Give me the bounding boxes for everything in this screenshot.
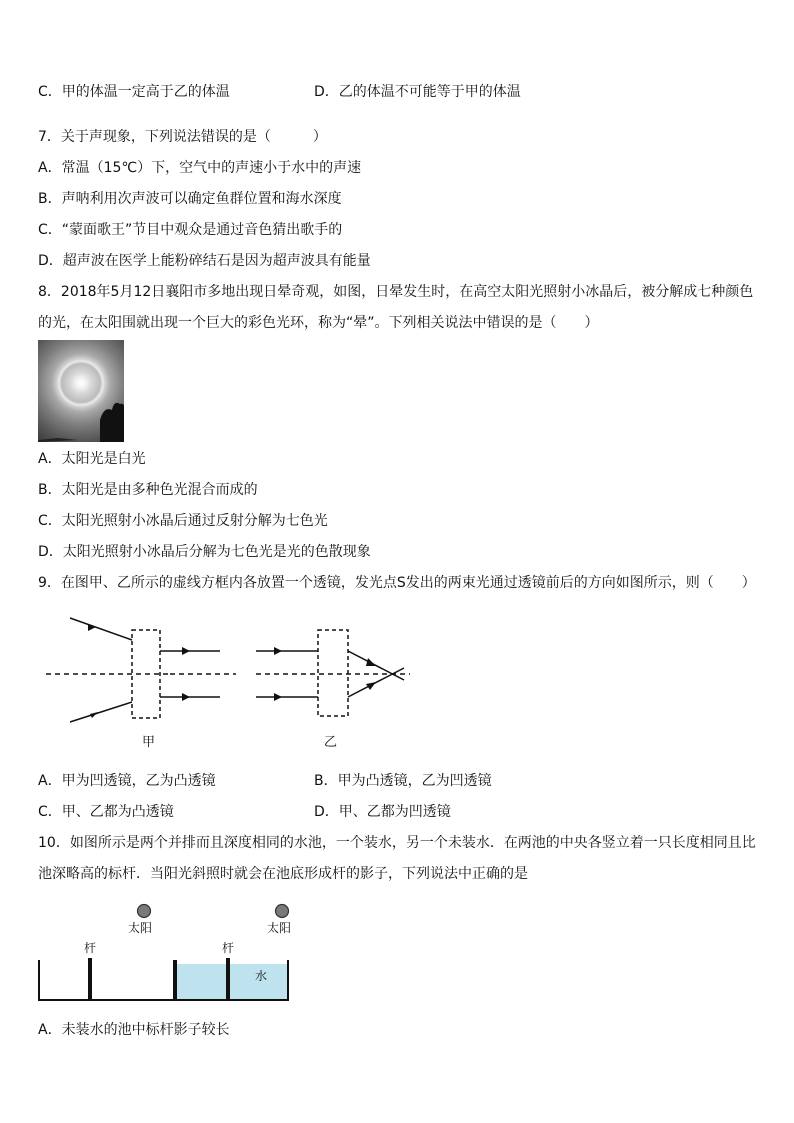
q7-option-b: B．声呐利用次声波可以确定鱼群位置和海水深度	[38, 191, 342, 207]
q6-option-d: D．乙的体温不可能等于甲的体温	[314, 84, 521, 100]
pools-diagram	[38, 900, 300, 1004]
q8-option-a: A．太阳光是白光	[38, 451, 146, 467]
jia-ray-in-top	[70, 618, 132, 640]
q7-option-a: A．常温（15℃）下，空气中的声速小于水中的声速	[38, 160, 362, 176]
q8-stem-line2: 的光，在太阳围就出现一个巨大的彩色光环，称为“晕”。下列相关说法中错误的是（ ）	[38, 315, 599, 331]
pole-left	[88, 958, 92, 1000]
q9-option-a: A．甲为凹透镜，乙为凸透镜	[38, 773, 216, 789]
q7-stem: 7．关于声现象，下列说法错误的是（ ）	[38, 129, 327, 145]
pole-right	[226, 958, 230, 1000]
q8-stem-line1: 8．2018年5月12日襄阳市多地出现日晕奇观，如图，日晕发生时，在高空太阳光照射小冰晶后，被分解成七种颜色	[38, 284, 754, 300]
sun-label-right: 太阳	[267, 921, 292, 935]
label-yi: 乙	[324, 735, 338, 750]
q8-option-d: D．太阳光照射小冰晶后分解为七色光是光的色散现象	[38, 544, 371, 560]
sun-icon-left	[138, 905, 151, 918]
empty-pool	[39, 960, 174, 1000]
water-label: 水	[255, 969, 268, 983]
q7-option-d: D．超声波在医学上能粉碎结石是因为超声波具有能量	[38, 253, 371, 269]
yi-ray-out-bottom	[348, 668, 404, 697]
q6-option-c: C．甲的体温一定高于乙的体温	[38, 84, 230, 100]
q9-option-c: C．甲、乙都为凸透镜	[38, 804, 174, 820]
yi-dashed-box	[318, 630, 348, 716]
q10-stem-line1: 10．如图所示是两个并排而且深度相同的水池，一个装水，另一个未装水．在两池的中央各竖立着一只长度相同且比	[38, 835, 756, 851]
q10-stem-line2: 池深略高的标杆．当阳光斜照时就会在池底形成杆的影子，下列说法中正确的是	[38, 866, 528, 882]
q9-option-d: D．甲、乙都为凹透镜	[314, 804, 451, 820]
yi-ray-out-top	[348, 651, 404, 680]
q7-option-c: C．“蒙面歌王”节目中观众是通过音色猜出歌手的	[38, 222, 343, 238]
jia-ray-in-bottom	[70, 702, 132, 722]
tree-silhouette	[38, 340, 124, 442]
q9-stem: 9．在图甲、乙所示的虚线方框内各放置一个透镜，发光点S发出的两束光通过透镜前后的方向如图所示，则（ ）	[38, 575, 756, 591]
sun-halo-photo	[38, 340, 124, 442]
lens-diagram	[38, 610, 418, 750]
water-fill	[177, 964, 287, 1000]
label-jia: 甲	[142, 735, 156, 750]
q10-option-a: A．未装水的池中标杆影子较长	[38, 1022, 230, 1038]
pole-label-right: 杆	[222, 941, 235, 955]
sun-label-left: 太阳	[128, 921, 153, 935]
sun-icon-right	[276, 905, 289, 918]
pole-label-left: 杆	[84, 941, 97, 955]
q8-option-b: B．太阳光是由多种色光混合而成的	[38, 482, 258, 498]
q9-option-b: B．甲为凸透镜，乙为凹透镜	[314, 773, 492, 789]
q8-option-c: C．太阳光照射小冰晶后通过反射分解为七色光	[38, 513, 328, 529]
